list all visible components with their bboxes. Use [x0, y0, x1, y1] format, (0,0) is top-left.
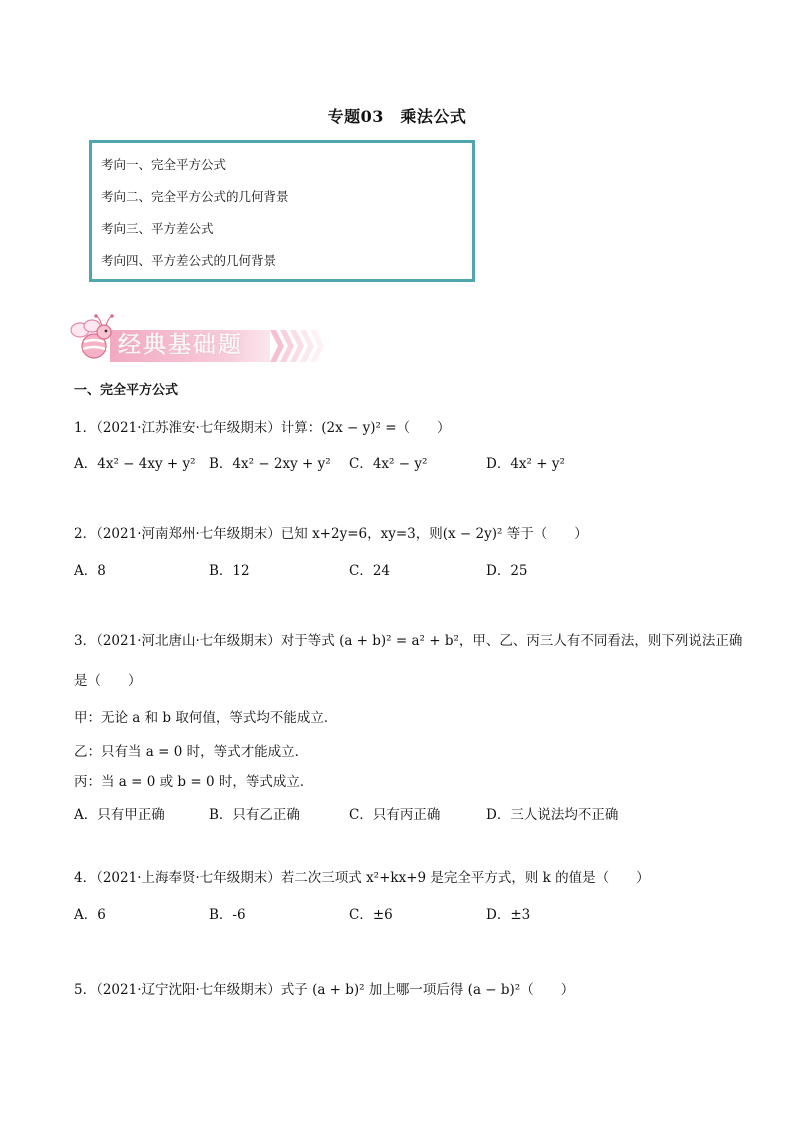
question-2-option-a: A．8 — [74, 563, 106, 579]
outline-item: 考向二、完全平方公式的几何背景 — [101, 189, 289, 204]
question-4-stem: 4．（2021·上海奉贤·七年级期末）若二次三项式 x²+kx+9 是完全平方式，则 k 的值是（ ） — [74, 870, 650, 886]
question-1-stem: 1．（2021·江苏淮安·七年级期末）计算：(2x − y)² =（ ） — [74, 420, 451, 436]
question-2-option-b: B．12 — [209, 563, 250, 579]
question-1-option-d: D．4x² + y² — [486, 456, 565, 472]
outline-item: 考向四、平方差公式的几何背景 — [101, 253, 277, 268]
question-5-stem: 5．（2021·辽宁沈阳·七年级期末）式子 (a + b)² 加上哪一项后得 (a − b)²（ ） — [74, 982, 575, 998]
question-3-option-a: A．只有甲正确 — [74, 807, 165, 823]
banner-title: 经典基础题 — [118, 332, 243, 358]
question-3-option-b: B．只有乙正确 — [209, 807, 300, 823]
question-2-stem: 2．（2021·河南郑州·七年级期末）已知 x+2y=6，xy=3，则(x − 2y)² 等于（ ） — [74, 526, 588, 542]
question-4-option-d: D．±3 — [486, 907, 531, 923]
outline-item: 考向一、完全平方公式 — [101, 157, 227, 172]
question-2-option-d: D．25 — [486, 563, 528, 579]
question-1-option-b: B．4x² − 2xy + y² — [209, 456, 331, 472]
section-heading: 一、完全平方公式 — [74, 383, 179, 398]
question-3-statement-yi: 乙：只有当 a = 0 时，等式才能成立． — [74, 744, 309, 760]
bee-mascot-icon — [71, 314, 114, 358]
section-banner — [66, 312, 326, 368]
outline-item: 考向三、平方差公式 — [101, 221, 214, 236]
topic-outline-box — [89, 140, 475, 282]
question-3-statement-jia: 甲：无论 a 和 b 取何值，等式均不能成立． — [74, 710, 338, 726]
question-1-option-c: C．4x² − y² — [349, 456, 428, 472]
question-4-option-b: B．-6 — [209, 907, 246, 923]
question-1-option-a: A．4x² − 4xy + y² — [74, 456, 196, 472]
question-3-stem: 3．（2021·河北唐山·七年级期末）对于等式 (a + b)² = a² + b²，甲、乙、丙三人有不同看法，则下列说法正确 — [74, 633, 743, 649]
question-3-option-d: D．三人说法均不正确 — [486, 807, 619, 823]
question-4-option-a: A．6 — [74, 907, 106, 923]
question-2-option-c: C．24 — [349, 563, 391, 579]
question-3-option-c: C．只有丙正确 — [349, 807, 441, 823]
page-title: 专题03 乘法公式 — [327, 107, 467, 126]
question-3-statement-bing: 丙：当 a = 0 或 b = 0 时，等式成立． — [74, 774, 314, 790]
question-4-option-c: C．±6 — [349, 907, 393, 923]
question-3-stem-continued: 是（ ） — [74, 673, 142, 689]
